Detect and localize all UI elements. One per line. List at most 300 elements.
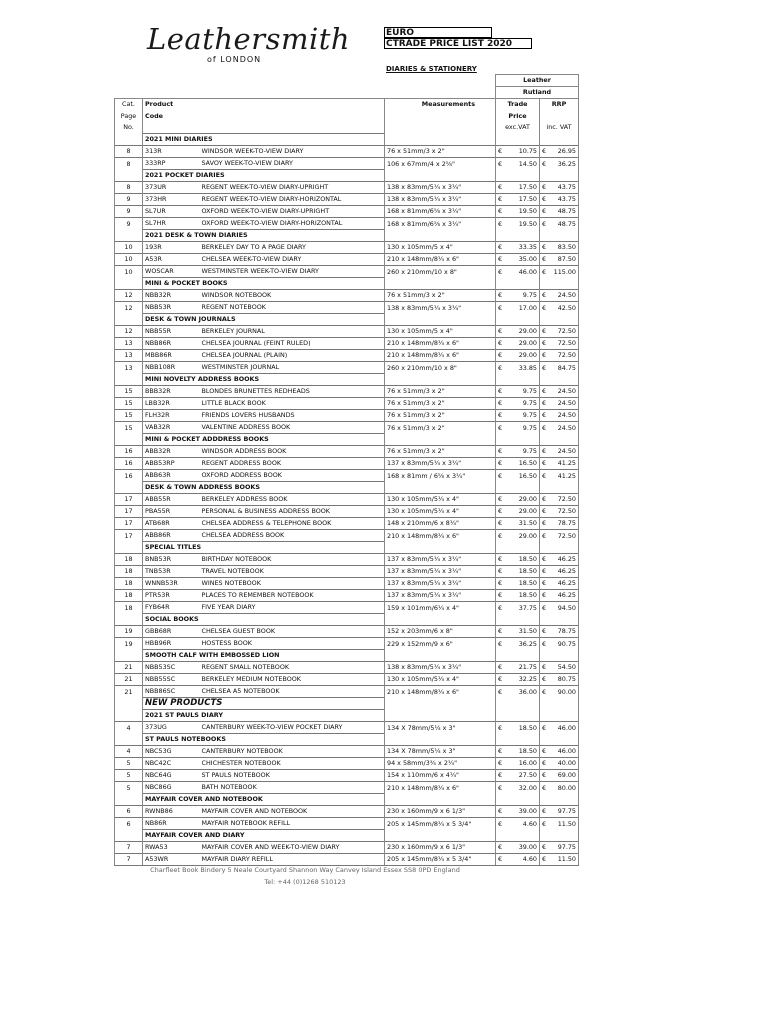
product-code: NBC53G	[143, 746, 200, 758]
trade-price	[496, 458, 540, 470]
rrp-price-wrap	[542, 819, 576, 830]
product-row	[115, 290, 579, 302]
cat-page-number	[115, 434, 143, 446]
trade-price-wrap	[498, 194, 537, 205]
trade-price	[496, 338, 540, 350]
product-description: BERKELEY MEDIUM NOTEBOOK	[200, 674, 385, 686]
cat-page-number: 13	[115, 338, 143, 350]
product-description: REGENT WEEK-TO-VIEW DIARY-UPRIGHT	[200, 182, 385, 194]
product-code: NBC42C	[143, 758, 200, 770]
cat-page-number	[115, 170, 143, 182]
product-measurements: 134 X 78mm/5¼ x 3"	[385, 746, 496, 758]
currency-symbol: €	[542, 591, 547, 600]
rrp-price-wrap	[542, 639, 576, 650]
trade-price-value: 29.00	[518, 507, 537, 516]
rrp-price-value: 54.50	[557, 663, 576, 672]
rrp-price	[540, 806, 579, 818]
rrp-price-value: 24.50	[557, 447, 576, 456]
section-title: MINI NOVELTY ADDRESS BOOKS	[143, 374, 385, 386]
empty-cell	[496, 374, 540, 386]
product-description: CANTERBURY WEEK-TO-VIEW POCKET DIARY	[200, 722, 385, 734]
rrp-price-wrap	[542, 303, 576, 314]
rrp-price-wrap	[542, 254, 576, 265]
product-row	[115, 242, 579, 254]
rrp-price	[540, 182, 579, 194]
product-row	[115, 638, 579, 650]
rrp-price	[540, 494, 579, 506]
currency-symbol: €	[498, 207, 503, 216]
rrp-price-value: 90.00	[557, 687, 576, 696]
cat-page-number: 7	[115, 854, 143, 866]
product-measurements: 76 x 51mm/3 x 2"	[385, 422, 496, 434]
product-measurements: 130 x 105mm/5¼ x 4"	[385, 674, 496, 686]
empty-cell	[496, 614, 540, 626]
currency-symbol: €	[498, 771, 503, 780]
price-list-title: CTRADE PRICE LIST 2020	[384, 38, 532, 49]
cat-header: Cat.	[115, 99, 143, 111]
currency-symbol: €	[498, 327, 503, 336]
product-code: ABB63R	[143, 470, 200, 482]
product-code: NBB53SC	[143, 662, 200, 674]
rrp-price-value: 72.50	[557, 339, 576, 348]
trade-price-value: 33.35	[518, 243, 537, 252]
currency-symbol: €	[498, 507, 503, 516]
product-description: CHELSEA JOURNAL (FEINT RULED)	[200, 338, 385, 350]
product-code: A53R	[143, 254, 200, 266]
rrp-price-wrap	[542, 290, 576, 301]
trade-price-wrap	[498, 578, 537, 589]
currency-symbol: €	[498, 255, 503, 264]
trade-price-value: 17.50	[518, 195, 537, 204]
rrp-price-wrap	[542, 494, 576, 505]
trade-price	[496, 770, 540, 782]
product-description: CHICHESTER NOTEBOOK	[200, 758, 385, 770]
trade-price-wrap	[498, 267, 537, 278]
trade-price-value: 39.00	[518, 843, 537, 852]
product-row	[115, 398, 579, 410]
product-description: WESTMINSTER WEEK-TO-VIEW DIARY	[200, 266, 385, 278]
product-description: REGENT NOTEBOOK	[200, 302, 385, 314]
empty-cell	[496, 794, 540, 806]
rrp-price-value: 46.25	[557, 567, 576, 576]
rrp-price-value: 40.00	[557, 759, 576, 768]
rrp-price-wrap	[542, 386, 576, 397]
currency-symbol: €	[542, 723, 547, 732]
cat-page-number: 15	[115, 398, 143, 410]
rrp-price	[540, 722, 579, 734]
trade-price	[496, 554, 540, 566]
rrp-price-wrap	[542, 326, 576, 337]
rrp-price	[540, 458, 579, 470]
rrp-price-value: 24.50	[557, 399, 576, 408]
footer-address: Charfleet Book Bindery 5 Neale Courtyard Shannon Way Canvey Island Essex SS8 0PD England	[150, 866, 460, 874]
trade-price-wrap	[498, 674, 537, 685]
cat-page-number	[115, 482, 143, 494]
currency-symbol: €	[542, 411, 547, 420]
product-description: REGENT ADDRESS BOOK	[200, 458, 385, 470]
empty-cell	[540, 614, 579, 626]
product-description: OXFORD WEEK-TO-VIEW DIARY-UPRIGHT	[200, 206, 385, 218]
rrp-price-wrap	[542, 758, 576, 769]
cat-page-number: 10	[115, 242, 143, 254]
rrp-price-value: 48.75	[557, 207, 576, 216]
cat-page-number: 16	[115, 458, 143, 470]
trade-price-value: 9.75	[522, 423, 537, 432]
product-description: CHELSEA ADDRESS & TELEPHONE BOOK	[200, 518, 385, 530]
trade-price-wrap	[498, 506, 537, 517]
trade-price-value: 32.00	[518, 783, 537, 792]
product-code: 373UR	[143, 182, 200, 194]
product-code: NBB86SC	[143, 686, 200, 698]
trade-header: Trade	[496, 99, 540, 111]
trade-price	[496, 158, 540, 170]
product-description: LITTLE BLACK BOOK	[200, 398, 385, 410]
currency-symbol: €	[542, 471, 547, 480]
product-measurements: 138 x 83mm/5¼ x 3¼"	[385, 194, 496, 206]
trade-price	[496, 806, 540, 818]
cat-page-number	[115, 734, 143, 746]
rrp-price	[540, 386, 579, 398]
section-title: SOCIAL BOOKS	[143, 614, 385, 626]
rrp-price-wrap	[542, 578, 576, 589]
rrp-price-value: 46.25	[557, 591, 576, 600]
product-header: Product	[143, 99, 200, 111]
product-measurements: 210 x 148mm/8¼ x 6"	[385, 530, 496, 542]
trade-price-wrap	[498, 590, 537, 601]
currency-symbol: €	[542, 327, 547, 336]
currency-symbol: €	[498, 159, 503, 168]
trade-price	[496, 146, 540, 158]
product-code: BBB32R	[143, 386, 200, 398]
product-row	[115, 722, 579, 734]
rrp-price-wrap	[542, 687, 576, 698]
product-row	[115, 566, 579, 578]
trade-price-wrap	[498, 338, 537, 349]
currency-symbol: €	[498, 555, 503, 564]
empty-cell	[385, 614, 496, 626]
product-code: NBB108R	[143, 362, 200, 374]
empty-cell	[496, 734, 540, 746]
rrp-price-value: 36.25	[557, 159, 576, 168]
cat-page-number: 21	[115, 662, 143, 674]
product-row	[115, 338, 579, 350]
product-code: TNB53R	[143, 566, 200, 578]
empty-cell	[385, 542, 496, 554]
trade-price-wrap	[498, 723, 537, 734]
rrp-price	[540, 782, 579, 794]
cat-page-number: 17	[115, 506, 143, 518]
empty-cell	[385, 170, 496, 182]
empty-cell	[385, 134, 496, 146]
empty-cell	[385, 482, 496, 494]
product-measurements: 137 x 83mm/5¼ x 3¼"	[385, 578, 496, 590]
trade-price	[496, 746, 540, 758]
rrp-price	[540, 854, 579, 866]
cat-page-number: 8	[115, 158, 143, 170]
currency-symbol: €	[498, 627, 503, 636]
product-description: FRIENDS LOVERS HUSBANDS	[200, 410, 385, 422]
header-row-1	[115, 75, 579, 87]
section-row	[115, 614, 579, 626]
rrp-price-wrap	[542, 590, 576, 601]
trade-price-wrap	[498, 566, 537, 577]
product-description: SAVOY WEEK-TO-VIEW DIARY	[200, 158, 385, 170]
product-measurements: 76 x 51mm/3 x 2"	[385, 410, 496, 422]
rrp-price-wrap	[542, 518, 576, 529]
empty-cell	[540, 170, 579, 182]
product-measurements: 260 x 210mm/10 x 8"	[385, 266, 496, 278]
trade-price-value: 31.50	[518, 519, 537, 528]
product-measurements: 168 x 81mm/6⅝ x 3¼"	[385, 206, 496, 218]
cat-page-number: 15	[115, 410, 143, 422]
trade-price-value: 31.50	[518, 627, 537, 636]
cat-page-number: 13	[115, 350, 143, 362]
logo-subtitle: of LONDON	[207, 55, 262, 64]
trade-price-value: 18.50	[518, 591, 537, 600]
product-description: CANTERBURY NOTEBOOK	[200, 746, 385, 758]
product-code: ABB86R	[143, 530, 200, 542]
product-code: ABB55R	[143, 494, 200, 506]
currency-symbol: €	[498, 195, 503, 204]
trade-price-wrap	[498, 423, 537, 434]
rrp-price-wrap	[542, 398, 576, 409]
rrp-price	[540, 302, 579, 314]
product-code: NB86R	[143, 818, 200, 830]
trade-price-wrap	[498, 783, 537, 794]
trade-price	[496, 254, 540, 266]
rrp-price-value: 46.00	[557, 723, 576, 732]
rrp-price-wrap	[542, 338, 576, 349]
trade-price-value: 9.75	[522, 387, 537, 396]
rrp-price-wrap	[542, 554, 576, 565]
trade-price-value: 16.50	[518, 471, 537, 480]
product-measurements: 130 x 105mm/5¼ x 4"	[385, 494, 496, 506]
currency-symbol: €	[542, 603, 547, 612]
product-measurements: 134 X 78mm/5¼ x 3"	[385, 722, 496, 734]
product-description: REGENT WEEK-TO-VIEW DIARY-HORIZONTAL	[200, 194, 385, 206]
section-title: MAYFAIR COVER AND DIARY	[143, 830, 385, 842]
currency-symbol: €	[542, 687, 547, 696]
product-measurements: 138 x 83mm/5¼ x 3¼"	[385, 302, 496, 314]
rrp-price	[540, 206, 579, 218]
currency-symbol: €	[498, 411, 503, 420]
product-code: MBB86R	[143, 350, 200, 362]
product-row	[115, 470, 579, 482]
product-row	[115, 746, 579, 758]
section-heading: DIARIES & STATIONERY	[386, 65, 477, 73]
rrp-price	[540, 590, 579, 602]
rrp-price-value: 80.00	[557, 783, 576, 792]
section-title: SMOOTH CALF WITH EMBOSSED LION	[143, 650, 385, 662]
product-code: ABB32R	[143, 446, 200, 458]
product-row	[115, 422, 579, 434]
empty-cell	[540, 314, 579, 326]
trade-price-value: 17.00	[518, 303, 537, 312]
currency-symbol: €	[542, 771, 547, 780]
rrp-price-wrap	[542, 159, 576, 170]
product-measurements: 210 x 148mm/8¼ x 6"	[385, 350, 496, 362]
currency-symbol: €	[542, 447, 547, 456]
cat-page-number: 9	[115, 194, 143, 206]
cat-page-number	[115, 374, 143, 386]
rrp-price	[540, 266, 579, 278]
currency-symbol: €	[542, 267, 547, 276]
section-title: SPECIAL TITLES	[143, 542, 385, 554]
rrp-price-wrap	[542, 626, 576, 637]
rrp-price-wrap	[542, 531, 576, 542]
section-row	[115, 170, 579, 182]
trade-price-wrap	[498, 806, 537, 817]
rrp-price-wrap	[542, 458, 576, 469]
product-measurements: 76 x 51mm/3 x 2"	[385, 446, 496, 458]
rrp-price	[540, 506, 579, 518]
currency-symbol: €	[542, 219, 547, 228]
trade-price-wrap	[498, 398, 537, 409]
currency-symbol: €	[542, 159, 547, 168]
product-measurements: 130 x 105mm/5 x 4"	[385, 242, 496, 254]
product-description: WINDSOR WEEK-TO-VIEW DIARY	[200, 146, 385, 158]
trade-price	[496, 842, 540, 854]
currency-symbol: €	[498, 783, 503, 792]
cat-page-number: 12	[115, 326, 143, 338]
trade-price	[496, 470, 540, 482]
empty-cell	[540, 434, 579, 446]
currency-symbol: €	[498, 747, 503, 756]
product-measurements: 260 x 210mm/10 x 8"	[385, 362, 496, 374]
product-row	[115, 182, 579, 194]
product-row	[115, 662, 579, 674]
rrp-price	[540, 146, 579, 158]
rrp-price-value: 72.50	[557, 327, 576, 336]
currency-symbol: €	[542, 519, 547, 528]
rrp-price	[540, 602, 579, 614]
rrp-price-value: 90.75	[557, 639, 576, 648]
trade-price	[496, 578, 540, 590]
currency-symbol: €	[542, 843, 547, 852]
product-description: BERKELEY JOURNAL	[200, 326, 385, 338]
rrp-price-wrap	[542, 746, 576, 757]
rrp-price	[540, 770, 579, 782]
currency-symbol: €	[542, 195, 547, 204]
product-row	[115, 158, 579, 170]
product-description: PLACES TO REMEMBER NOTEBOOK	[200, 590, 385, 602]
trade-price-value: 35.00	[518, 255, 537, 264]
empty-cell	[385, 434, 496, 446]
section-title: 2021 POCKET DIARIES	[143, 170, 385, 182]
rrp-price	[540, 662, 579, 674]
rrp-price-value: 42.50	[557, 303, 576, 312]
empty-cell	[385, 698, 496, 710]
product-row	[115, 494, 579, 506]
empty-cell	[496, 482, 540, 494]
rrp-price-value: 78.75	[557, 519, 576, 528]
empty-cell	[496, 134, 540, 146]
empty-cell	[540, 482, 579, 494]
currency-symbol: €	[498, 267, 503, 276]
currency-symbol: €	[498, 183, 503, 192]
trade-price-wrap	[498, 206, 537, 217]
product-description: BERKELEY DAY TO A PAGE DIARY	[200, 242, 385, 254]
trade-price-value: 37.75	[518, 603, 537, 612]
trade-price	[496, 530, 540, 542]
exvat-header: exc.VAT	[496, 122, 540, 134]
currency-symbol: €	[498, 495, 503, 504]
leather-header: Leather	[496, 75, 579, 87]
section-row	[115, 734, 579, 746]
currency-symbol: €	[498, 759, 503, 768]
trade-price-wrap	[498, 410, 537, 421]
rutland-header: Rutland	[496, 87, 579, 99]
empty-cell	[385, 830, 496, 842]
empty-cell	[496, 278, 540, 290]
trade-price	[496, 422, 540, 434]
currency-symbol: €	[498, 387, 503, 396]
trade-price-value: 46.00	[518, 267, 537, 276]
currency-symbol: €	[542, 147, 547, 156]
header-row-2	[115, 87, 579, 99]
product-row	[115, 782, 579, 794]
trade-price	[496, 662, 540, 674]
empty-cell	[496, 434, 540, 446]
trade-price	[496, 194, 540, 206]
currency-symbol: €	[542, 363, 547, 372]
rrp-price-wrap	[542, 806, 576, 817]
trade-price	[496, 506, 540, 518]
product-measurements: 76 x 51mm/3 x 2"	[385, 146, 496, 158]
rrp-price-wrap	[542, 662, 576, 673]
rrp-price-value: 115.00	[553, 267, 576, 276]
empty-cell	[496, 830, 540, 842]
cat-page-number: 4	[115, 746, 143, 758]
currency-symbol: €	[498, 291, 503, 300]
product-measurements: 137 x 83mm/5¼ x 3¼"	[385, 590, 496, 602]
cat-page-number: 17	[115, 518, 143, 530]
currency-symbol: €	[498, 603, 503, 612]
currency-symbol: €	[498, 591, 503, 600]
trade-price	[496, 494, 540, 506]
trade-price-wrap	[498, 819, 537, 830]
product-description: HOSTESS BOOK	[200, 638, 385, 650]
rrp-price-value: 72.50	[557, 507, 576, 516]
product-code: A53WR	[143, 854, 200, 866]
cat-page-number: 6	[115, 818, 143, 830]
currency-symbol: €	[498, 519, 503, 528]
product-description: BLONDES BRUNETTES REDHEADS	[200, 386, 385, 398]
product-row	[115, 602, 579, 614]
trade-price-value: 18.50	[518, 555, 537, 564]
trade-price-value: 33.85	[518, 363, 537, 372]
trade-price	[496, 818, 540, 830]
product-description: MAYFAIR COVER AND WEEK-TO-VIEW DIARY	[200, 842, 385, 854]
empty-cell	[540, 542, 579, 554]
rrp-price	[540, 818, 579, 830]
trade-price-wrap	[498, 854, 537, 865]
product-description: ST PAULS NOTEBOOK	[200, 770, 385, 782]
cat-page-number	[115, 614, 143, 626]
product-code: 373UG	[143, 722, 200, 734]
header-row-3	[115, 99, 579, 111]
empty-cell	[385, 278, 496, 290]
product-row	[115, 554, 579, 566]
product-code: VAB32R	[143, 422, 200, 434]
product-measurements: 137 x 83mm/5¼ x 3¼"	[385, 566, 496, 578]
section-title: MINI & POCKET BOOKS	[143, 278, 385, 290]
product-description: VALENTINE ADDRESS BOOK	[200, 422, 385, 434]
rrp-price-value: 80.75	[557, 675, 576, 684]
cat-page-number: 16	[115, 470, 143, 482]
product-description: OXFORD ADDRESS BOOK	[200, 470, 385, 482]
trade-price-wrap	[498, 603, 537, 614]
